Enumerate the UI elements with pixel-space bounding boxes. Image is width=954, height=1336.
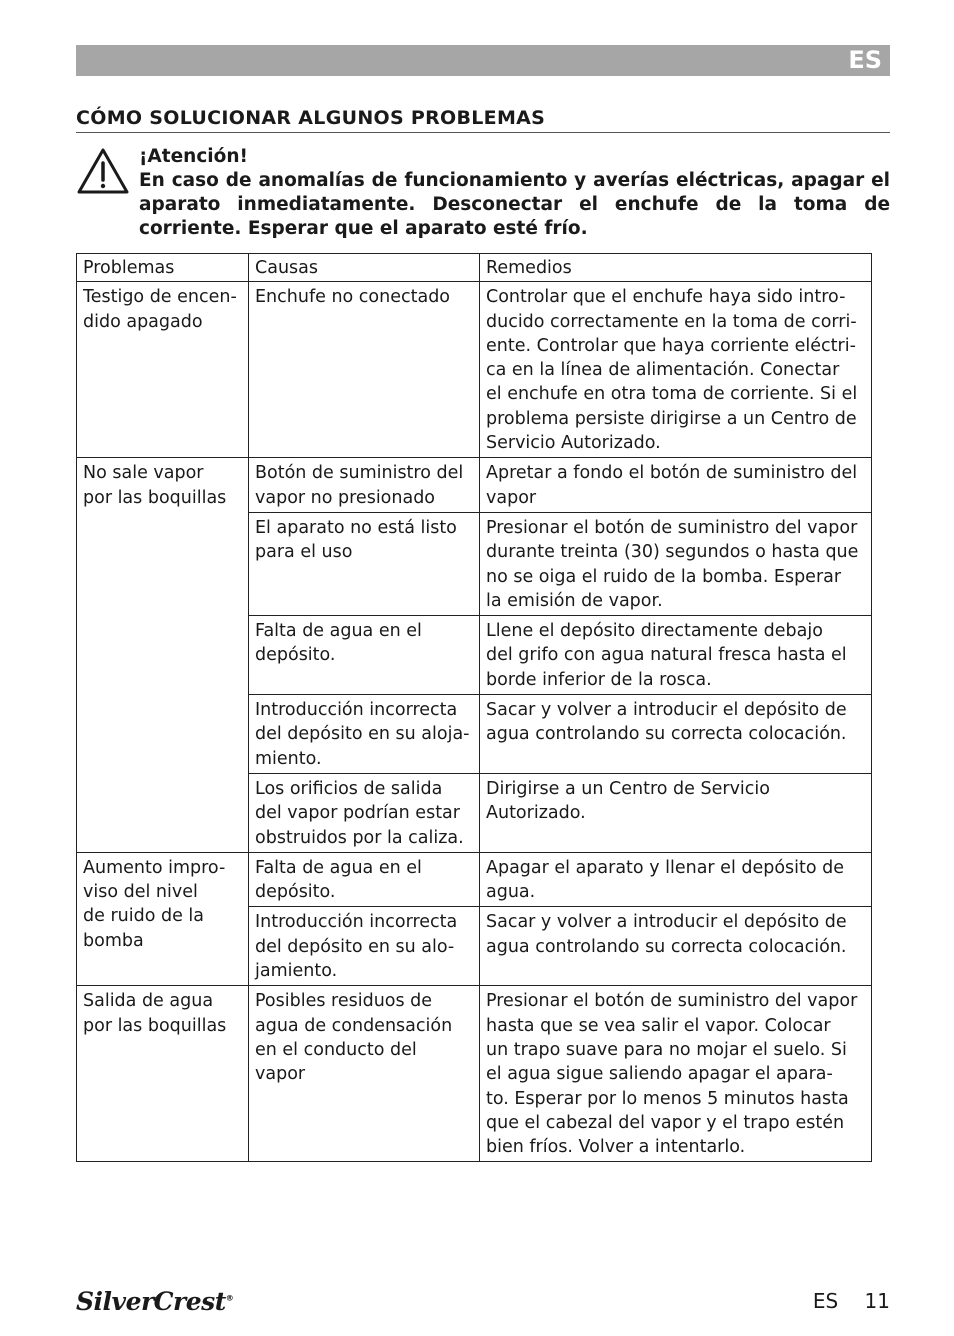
problem-cell: Testigo de encen- dido apagado bbox=[77, 282, 249, 458]
remedy-cell: Apagar el aparato y llenar el depósito de agua. bbox=[480, 852, 872, 907]
remedy-cell: Presionar el botón de suministro del vapor durante treinta (30) segundos o hasta que no se oiga el ruido de la bomba. Esperar la emisión de vapor. bbox=[480, 512, 872, 615]
table-row bbox=[77, 986, 872, 1162]
remedy-cell: Sacar y volver a introducir el depósito de agua controlando su correcta colocación. bbox=[480, 907, 872, 986]
remedy-cell: Dirigirse a un Centro de Servicio Autorizado. bbox=[480, 773, 872, 852]
remedy-cell: Llene el depósito directamente debajo del grifo con agua natural fresca hasta el borde inferior de la rosca. bbox=[480, 616, 872, 695]
warning-triangle-icon bbox=[76, 147, 130, 195]
cause-cell: Los orificios de salida del vapor podrían estar obstruidos por la caliza. bbox=[249, 773, 480, 852]
warning-text bbox=[139, 145, 890, 241]
warning-heading: ¡Atención! bbox=[139, 146, 248, 167]
table-row bbox=[77, 852, 872, 907]
table-row bbox=[77, 282, 872, 458]
header-remedies: Remedios bbox=[480, 254, 872, 282]
page-number: 11 bbox=[864, 1289, 890, 1313]
remedy-cell: Presionar el botón de suministro del vapor hasta que se vea salir el vapor. Colocar un trapo suave para no mojar el suelo. Si el agua sigue saliendo apagar el apara- to. Esperar por lo menos 5 minutos hasta que el cabezal del vapor y el trapo estén bien fríos. Volver a intentarlo. bbox=[480, 986, 872, 1162]
cause-cell: Enchufe no conectado bbox=[249, 282, 480, 458]
remedy-cell: Apretar a fondo el botón de suministro del vapor bbox=[480, 458, 872, 513]
table-header-row bbox=[77, 254, 872, 282]
cause-cell: El aparato no está listo para el uso bbox=[249, 512, 480, 615]
warning-body: En caso de anomalías de funcionamiento y averías eléctricas, apagar el aparato inmediatamente. Desconectar el enchufe de la toma de corriente. Esperar que el aparato esté frío. bbox=[139, 170, 890, 239]
remedy-cell: Controlar que el enchufe haya sido intro- ducido correctamente en la toma de corri- ente. Controlar que haya corriente eléctri- ca en la línea de alimentación. Conectar el enchufe en otra toma de corriente. Si el problema persiste dirigirse a un Centro de Servicio Autorizado. bbox=[480, 282, 872, 458]
remedy-cell: Sacar y volver a introducir el depósito de agua controlando su correcta colocación. bbox=[480, 695, 872, 774]
header-problems: Problemas bbox=[77, 254, 249, 282]
language-bar bbox=[76, 45, 890, 76]
section-title: CÓMO SOLUCIONAR ALGUNOS PROBLEMAS bbox=[76, 107, 890, 133]
footer-lang: ES bbox=[812, 1289, 839, 1313]
language-tag: ES bbox=[848, 46, 882, 74]
cause-cell: Botón de suministro del vapor no presionado bbox=[249, 458, 480, 513]
problem-cell: No sale vapor por las boquillas bbox=[77, 458, 249, 852]
header-causes: Causas bbox=[249, 254, 480, 282]
cause-cell: Falta de agua en el depósito. bbox=[249, 616, 480, 695]
cause-cell: Falta de agua en el depósito. bbox=[249, 852, 480, 907]
troubleshooting-table bbox=[76, 253, 872, 1162]
table-row bbox=[77, 458, 872, 513]
trademark-mark: ® bbox=[225, 1293, 234, 1303]
table-body bbox=[77, 282, 872, 1162]
problem-cell: Aumento impro- viso del nivel de ruido de la bomba bbox=[77, 852, 249, 985]
brand-name: SilverCrest bbox=[76, 1287, 226, 1316]
problem-cell: Salida de agua por las boquillas bbox=[77, 986, 249, 1162]
cause-cell: Introducción incorrecta del depósito en su alo- jamiento. bbox=[249, 907, 480, 986]
brand-logo bbox=[76, 1287, 233, 1316]
page-footer bbox=[813, 1289, 890, 1313]
cause-cell: Introducción incorrecta del depósito en su aloja- miento. bbox=[249, 695, 480, 774]
cause-cell: Posibles residuos de agua de condensación en el conducto del vapor bbox=[249, 986, 480, 1162]
